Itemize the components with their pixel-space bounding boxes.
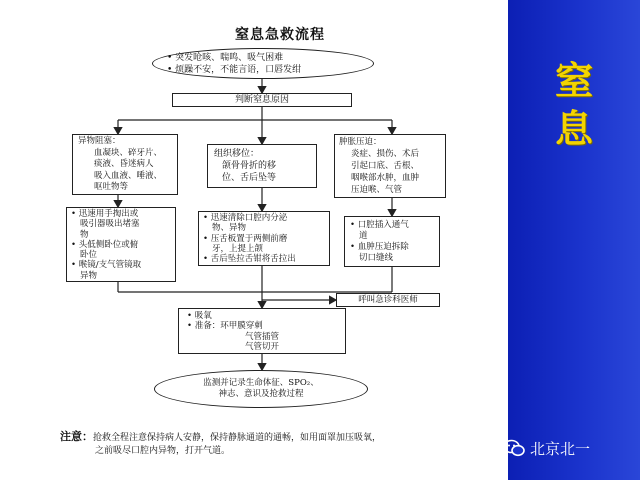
flowchart-title: 窒息急救流程 [235, 27, 325, 43]
note-line-2: 之前吸尽口腔内异物，打开气道。 [95, 446, 231, 456]
cause-swelling-compression-node [334, 134, 446, 198]
sidebar-title-char-1: 窒 [554, 58, 593, 103]
cause-1-line-2: 血凝块、碎牙片、 [94, 147, 163, 158]
action-3-line-3: • 血肿压迫拆除 [350, 242, 409, 252]
cause-tissue-displacement-node [207, 144, 317, 188]
action-1-line-6: • 喉镜/支气管镜取 [71, 260, 142, 271]
note-line-1: 抢救全程注意保持病人安静，保持静脉通道的通畅，如用面罩加压吸氧， [93, 433, 382, 443]
monitor-line-1: 监测并记录生命体征、SPO₂、 [203, 378, 319, 388]
cause-3-line-3: 引起口底、舌根、 [351, 161, 420, 171]
cause-2-line-3: 位、舌后坠等 [222, 173, 277, 183]
oxygen-line-2: • 准备：环甲膜穿刺 [187, 321, 263, 332]
judge-cause-node [172, 93, 352, 107]
cause-3-line-4: 咽喉部水肿，血肿 [351, 173, 420, 183]
start-symptoms-node [152, 48, 374, 79]
watermark [503, 436, 638, 460]
cause-1-line-1: 异物阻塞： [78, 136, 121, 146]
note-label: 注意： [60, 430, 93, 443]
action-1-line-2: 吸引器吸出堵塞 [80, 219, 140, 230]
cause-3-line-1: 肿胀压迫： [339, 137, 382, 147]
oxygen-prepare-node [178, 308, 346, 354]
cause-3-line-5: 压迫喉、气管 [351, 185, 403, 195]
judge-label: 判断窒息原因 [234, 95, 289, 105]
action-foreign-body-node [66, 207, 176, 282]
action-swelling-compression-node [344, 216, 440, 267]
watermark-text: 北京北一 [530, 439, 591, 458]
action-tissue-displacement-node [198, 211, 330, 266]
oxygen-line-3: 气管插管 [245, 331, 280, 342]
action-3-line-2: 道 [359, 231, 368, 241]
action-1-line-3: 物 [80, 229, 89, 240]
oxygen-line-4: 气管切开 [245, 341, 280, 352]
cause-1-line-3: 痰液、昏迷病人 [94, 159, 154, 170]
action-2-line-2: 物、异物 [212, 223, 247, 234]
action-2-line-1: • 迅速清除口腔内分泌 [203, 213, 288, 223]
action-1-line-5: 卧位 [80, 250, 98, 261]
action-1-line-4: • 头低侧卧位或俯 [71, 239, 139, 250]
action-1-line-7: 异物 [80, 270, 98, 281]
cause-2-line-2: 颌骨骨折的移 [222, 161, 277, 171]
monitor-record-node [154, 370, 368, 408]
action-3-line-4: 切口缝线 [359, 253, 394, 263]
call-emergency-doctor-node [336, 293, 440, 307]
oxygen-line-1: • 吸氧 [187, 311, 212, 321]
start-line-1: • 突发呛咳、喘鸣、吸气困难 [167, 52, 284, 63]
action-2-line-3: • 压舌板置于两侧前磨 [203, 233, 288, 244]
cause-foreign-body-node [72, 134, 178, 195]
action-2-line-5: • 舌后坠拉舌钳将舌拉出 [203, 254, 296, 265]
cause-1-line-5: 呕吐物等 [94, 182, 129, 193]
start-line-2: • 烦躁不安，不能言语，口唇发绀 [167, 64, 302, 75]
cause-3-line-2: 炎症、损伤、术后 [351, 149, 420, 159]
cause-1-line-4: 吸入血液、唾液、 [94, 170, 163, 181]
cause-2-line-1: 组织移位： [214, 149, 260, 159]
wechat-icon [503, 439, 525, 457]
action-1-line-1: • 迅速用手掏出或 [71, 209, 139, 219]
sidebar-title-char-2: 息 [554, 106, 593, 151]
call-doctor-label: 呼叫急诊科医师 [358, 295, 418, 305]
attention-note [60, 430, 500, 458]
monitor-line-2: 神志、意识及抢救过程 [218, 389, 304, 399]
action-3-line-1: • 口腔插入通气 [350, 220, 409, 230]
action-2-line-4: 牙，上提上颌 [212, 243, 264, 254]
